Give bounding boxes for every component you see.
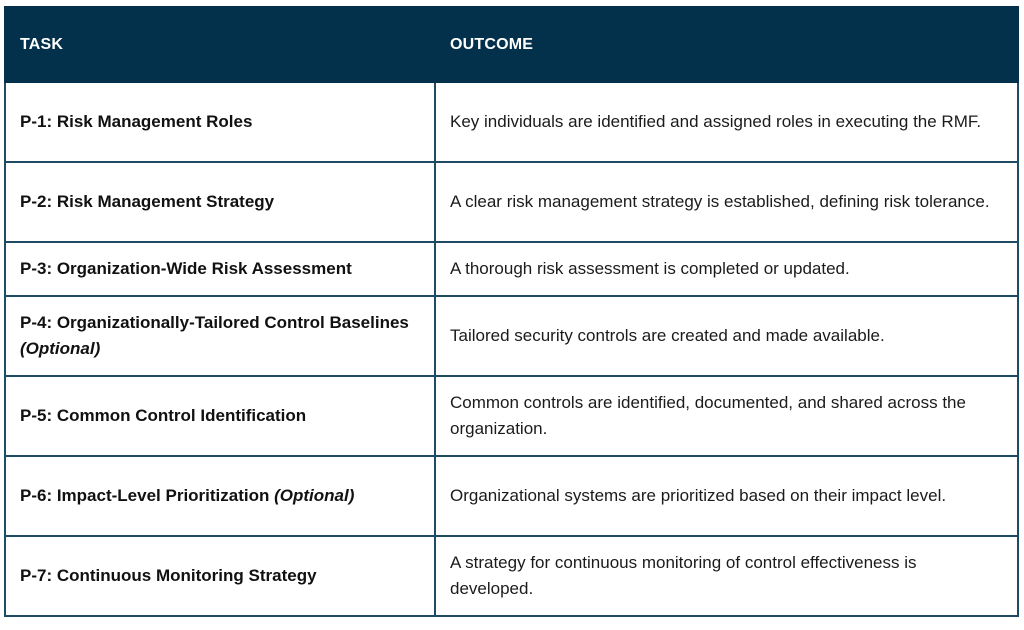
- outcome-cell: Key individuals are identified and assigned roles in executing the RMF.: [435, 82, 1018, 162]
- task-cell: [5, 82, 435, 162]
- table-body: [5, 82, 1018, 616]
- table-row: [5, 456, 1018, 536]
- task-name: P-6: Impact-Level Prioritization: [20, 486, 270, 505]
- task-cell: [5, 536, 435, 616]
- task-name: P-4: Organizationally-Tailored Control Baselines: [20, 313, 409, 332]
- outcome-cell: A strategy for continuous monitoring of control effectiveness is developed.: [435, 536, 1018, 616]
- task-cell: [5, 162, 435, 242]
- table-row: [5, 162, 1018, 242]
- outcome-cell: Common controls are identified, documented, and shared across the organization.: [435, 376, 1018, 456]
- header-row: [5, 7, 1018, 82]
- table-row: [5, 376, 1018, 456]
- outcome-cell: A thorough risk assessment is completed or updated.: [435, 242, 1018, 296]
- table-row: [5, 82, 1018, 162]
- task-cell: [5, 296, 435, 376]
- task-name: P-5: Common Control Identification: [20, 406, 307, 425]
- rmf-task-table: [4, 6, 1019, 617]
- task-cell: [5, 376, 435, 456]
- outcome-cell: Tailored security controls are created and made available.: [435, 296, 1018, 376]
- table-header: [5, 7, 1018, 82]
- task-column-header: TASK: [5, 7, 435, 82]
- optional-tag: (Optional): [274, 486, 355, 505]
- task-name: P-7: Continuous Monitoring Strategy: [20, 566, 317, 585]
- table-row: [5, 242, 1018, 296]
- rmf-task-table-container: [4, 6, 1017, 617]
- task-name: P-1: Risk Management Roles: [20, 112, 253, 131]
- task-name: P-3: Organization-Wide Risk Assessment: [20, 259, 352, 278]
- outcome-cell: Organizational systems are prioritized based on their impact level.: [435, 456, 1018, 536]
- optional-tag: (Optional): [20, 339, 101, 358]
- task-cell: [5, 456, 435, 536]
- task-name: P-2: Risk Management Strategy: [20, 192, 275, 211]
- task-cell: [5, 242, 435, 296]
- outcome-column-header: OUTCOME: [435, 7, 1018, 82]
- table-row: [5, 536, 1018, 616]
- outcome-cell: A clear risk management strategy is established, defining risk tolerance.: [435, 162, 1018, 242]
- table-row: [5, 296, 1018, 376]
